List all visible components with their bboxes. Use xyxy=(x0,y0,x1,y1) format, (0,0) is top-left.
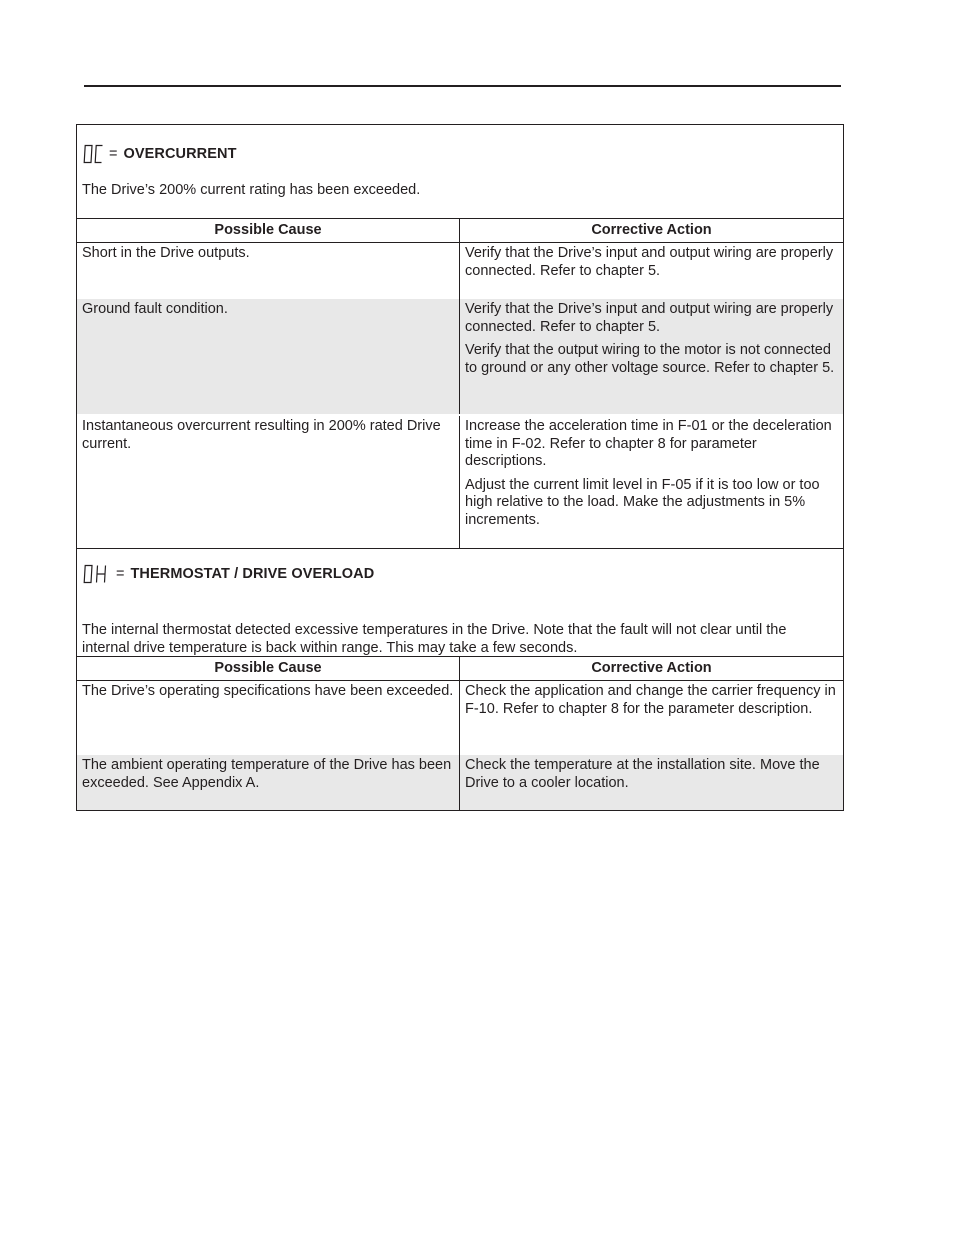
action-text: Check the application and change the carrier frequency in F-10. Refer to chapter 8 for the parameter description. xyxy=(465,683,836,717)
column-header-cause: Possible Cause xyxy=(77,657,460,680)
action-cell xyxy=(460,416,843,548)
action-text: Increase the acceleration time in F-01 or the deceleration time in F-02. Refer to chapter 8 for parameter descriptions. xyxy=(465,418,832,469)
page-top-rule xyxy=(84,85,841,87)
table-header-row xyxy=(77,219,843,243)
fault-code-line xyxy=(82,144,237,164)
fault-code-line xyxy=(82,564,374,584)
table-row xyxy=(77,243,843,299)
action-text: Adjust the current limit level in F-05 if it is too low or too high relative to the load. Make the adjustments in 5% increments. xyxy=(465,476,820,528)
fault-description: The internal thermostat detected excessive temperatures in the Drive. Note that the fault will not clear until the internal drive temperature is back within range. This may take a few seconds. xyxy=(82,622,787,656)
seven-segment-oc-icon xyxy=(82,144,106,164)
equals-sign: = xyxy=(109,146,118,162)
action-cell xyxy=(460,299,843,414)
table-row xyxy=(77,681,843,755)
cause-cell: The Drive’s operating specifications have been exceeded. xyxy=(77,681,460,755)
column-header-cause: Possible Cause xyxy=(77,219,460,242)
fault-title: OVERCURRENT xyxy=(123,146,237,162)
column-header-action: Corrective Action xyxy=(591,222,712,238)
fault-title: THERMOSTAT / DRIVE OVERLOAD xyxy=(130,566,375,582)
fault-header-oc xyxy=(77,125,843,219)
fault-table xyxy=(76,124,844,811)
action-cell xyxy=(460,681,843,755)
cause-cell: Ground fault condition. xyxy=(77,299,460,414)
action-text: Verify that the Drive’s input and output wiring are properly connected. Refer to chapter 5. xyxy=(465,301,834,335)
fault-header-oh xyxy=(77,549,843,657)
action-text: Verify that the Drive’s input and output wiring are properly connected. Refer to chapter 5. xyxy=(465,245,834,279)
fault-description: The Drive’s 200% current rating has been exceeded. xyxy=(82,182,421,198)
action-text: Check the temperature at the installation site. Move the Drive to a cooler location. xyxy=(465,757,820,791)
action-cell xyxy=(460,243,843,299)
table-header-row xyxy=(77,657,843,681)
table-row xyxy=(77,414,843,549)
cause-cell: Instantaneous overcurrent resulting in 200% rated Drive current. xyxy=(77,416,460,548)
seven-segment-oh-icon xyxy=(82,564,110,584)
action-text: Verify that the output wiring to the motor is not connected to ground or any other voltage source. Refer to chapter 5. xyxy=(465,342,835,376)
table-row xyxy=(77,755,843,810)
action-cell xyxy=(460,755,843,810)
equals-sign: = xyxy=(116,566,125,582)
cause-cell: Short in the Drive outputs. xyxy=(77,243,460,299)
cause-cell: The ambient operating temperature of the Drive has been exceeded. See Appendix A. xyxy=(77,755,460,810)
column-header-action: Corrective Action xyxy=(591,660,712,676)
table-row xyxy=(77,299,843,414)
